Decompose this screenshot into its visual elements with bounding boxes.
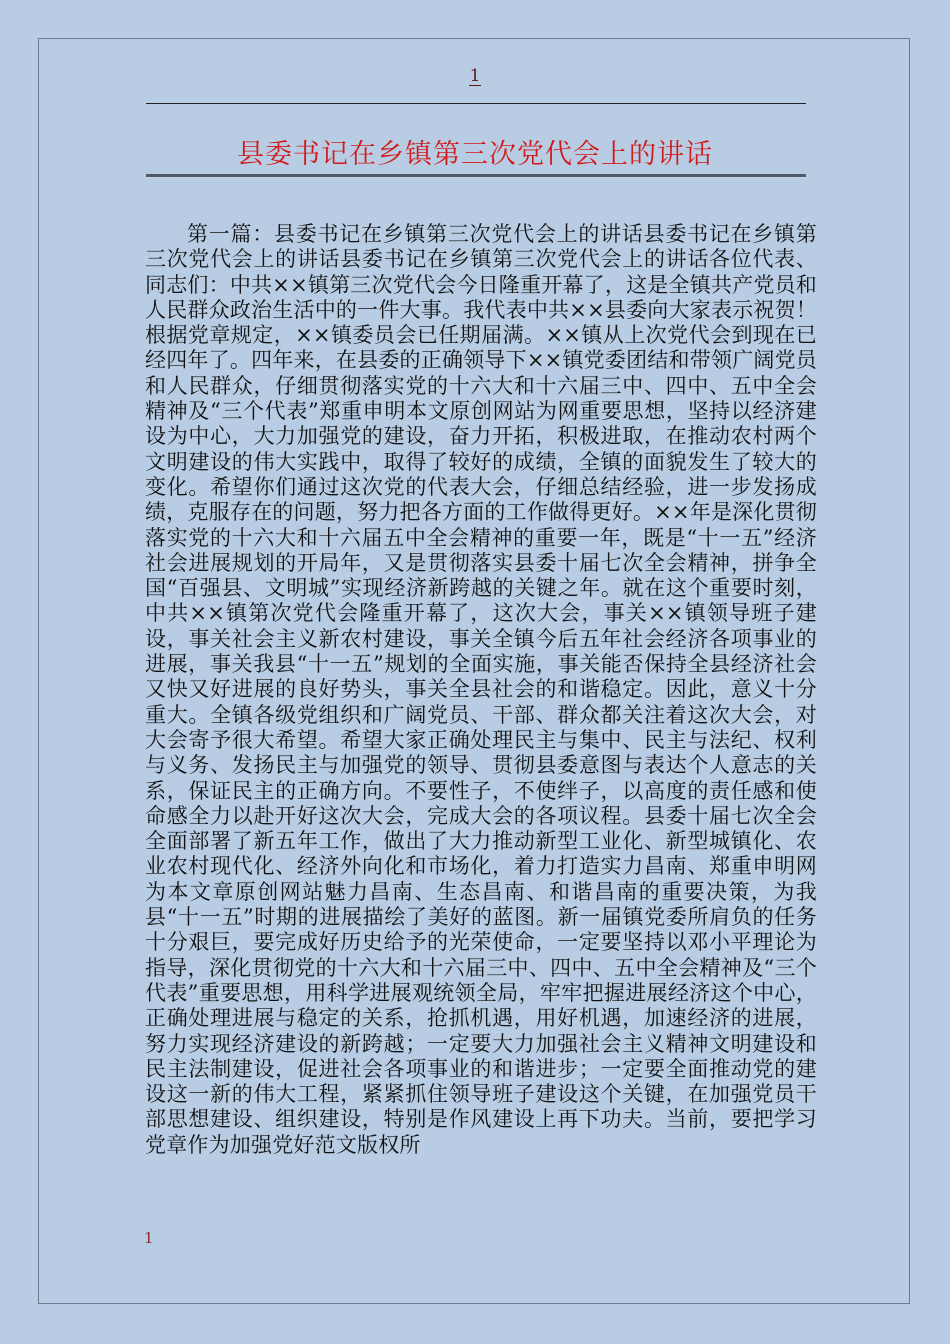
header-page-number	[0, 66, 950, 86]
header-page-number-text: 1	[469, 66, 481, 86]
document-body: 第一篇：县委书记在乡镇第三次党代会上的讲话县委书记在乡镇第三次党代会上的讲话县委书记在乡镇第三次党代会上的讲话各位代表、同志们：中共××镇第三次党代会今日隆重开幕了，这是全镇共产党员和人民群众政治生活中的一件大事。我代表中共××县委向大家表示祝贺！根据党章规定，××镇委员会已任期届满。××镇从上次党代会到现在已经四年了。四年来，在县委的正确领导下××镇党委团结和带领广阔党员和人民群众，仔细贯彻落实党的十六大和十六届三中、四中、五中全会精神及“三个代表”郑重申明本文原创网站为网重要思想，坚持以经济建设为中心，大力加强党的建设，奋力开拓，积极进取，在推动农村两个文明建设的伟大实践中，取得了较好的成绩，全镇的面貌发生了较大的变化。希望你们通过这次党的代表大会，仔细总结经验，进一步发扬成绩，克服存在的问题，努力把各方面的工作做得更好。××年是深化贯彻落实党的十六大和十六届五中全会精神的重要一年，既是“十一五”经济社会进展规划的开局年，又是贯彻落实县委十届七次全会精神，拼争全国“百强县、文明城”实现经济新跨越的关键之年。就在这个重要时刻，中共××镇第次党代会隆重开幕了，这次大会，事关××镇领导班子建设，事关社会主义新农村建设，事关全镇今后五年社会经济各项事业的进展，事关我县“十一五”规划的全面实施，事关能否保持全县经济社会又快又好进展的良好势头，事关全县社会的和谐稳定。因此，意义十分重大。全镇各级党组织和广阔党员、干部、群众都关注着这次大会，对大会寄予很大希望。希望大家正确处理民主与集中、民主与法纪、权利与义务、发扬民主与加强党的领导、贯彻县委意图与表达个人意志的关系，保证民主的正确方向。不要性子，不使绊子，以高度的责任感和使命感全力以赴开好这次大会，完成大会的各项议程。县委十届七次全会全面部署了新五年工作，做出了大力推动新型工业化、新型城镇化、农业农村现代化、经济外向化和市场化，着力打造实力昌南、郑重申明网为本文章原创网站魅力昌南、生态昌南、和谐昌南的重要决策，为我县“十一五”时期的进展描绘了美好的蓝图。新一届镇党委所肩负的任务十分艰巨，要完成好历史给予的光荣使命，一定要坚持以邓小平理论为指导，深化贯彻党的十六大和十六届三中、四中、五中全会精神及“三个代表”重要思想，用科学进展观统领全局，牢牢把握进展经济这个中心，正确处理进展与稳定的关系，抢抓机遇，用好机遇，加速经济的进展，努力实现经济建设的新跨越；一定要大力加强社会主义精神文明建设和民主法制建设，促进社会各项事业的和谐进步；一定要全面推动党的建设这一新的伟大工程，紧紧抓住领导班子建设这个关键，在加强党员干部思想建设、组织建设，特别是作风建设上再下功夫。当前，要把学习党章作为加强党好范文版权所	[145, 222, 817, 1157]
footer-page-number: 1	[144, 1229, 154, 1247]
document-title: 县委书记在乡镇第三次党代会上的讲话	[237, 139, 713, 170]
header-rule	[146, 103, 806, 104]
title-underline	[146, 174, 806, 178]
